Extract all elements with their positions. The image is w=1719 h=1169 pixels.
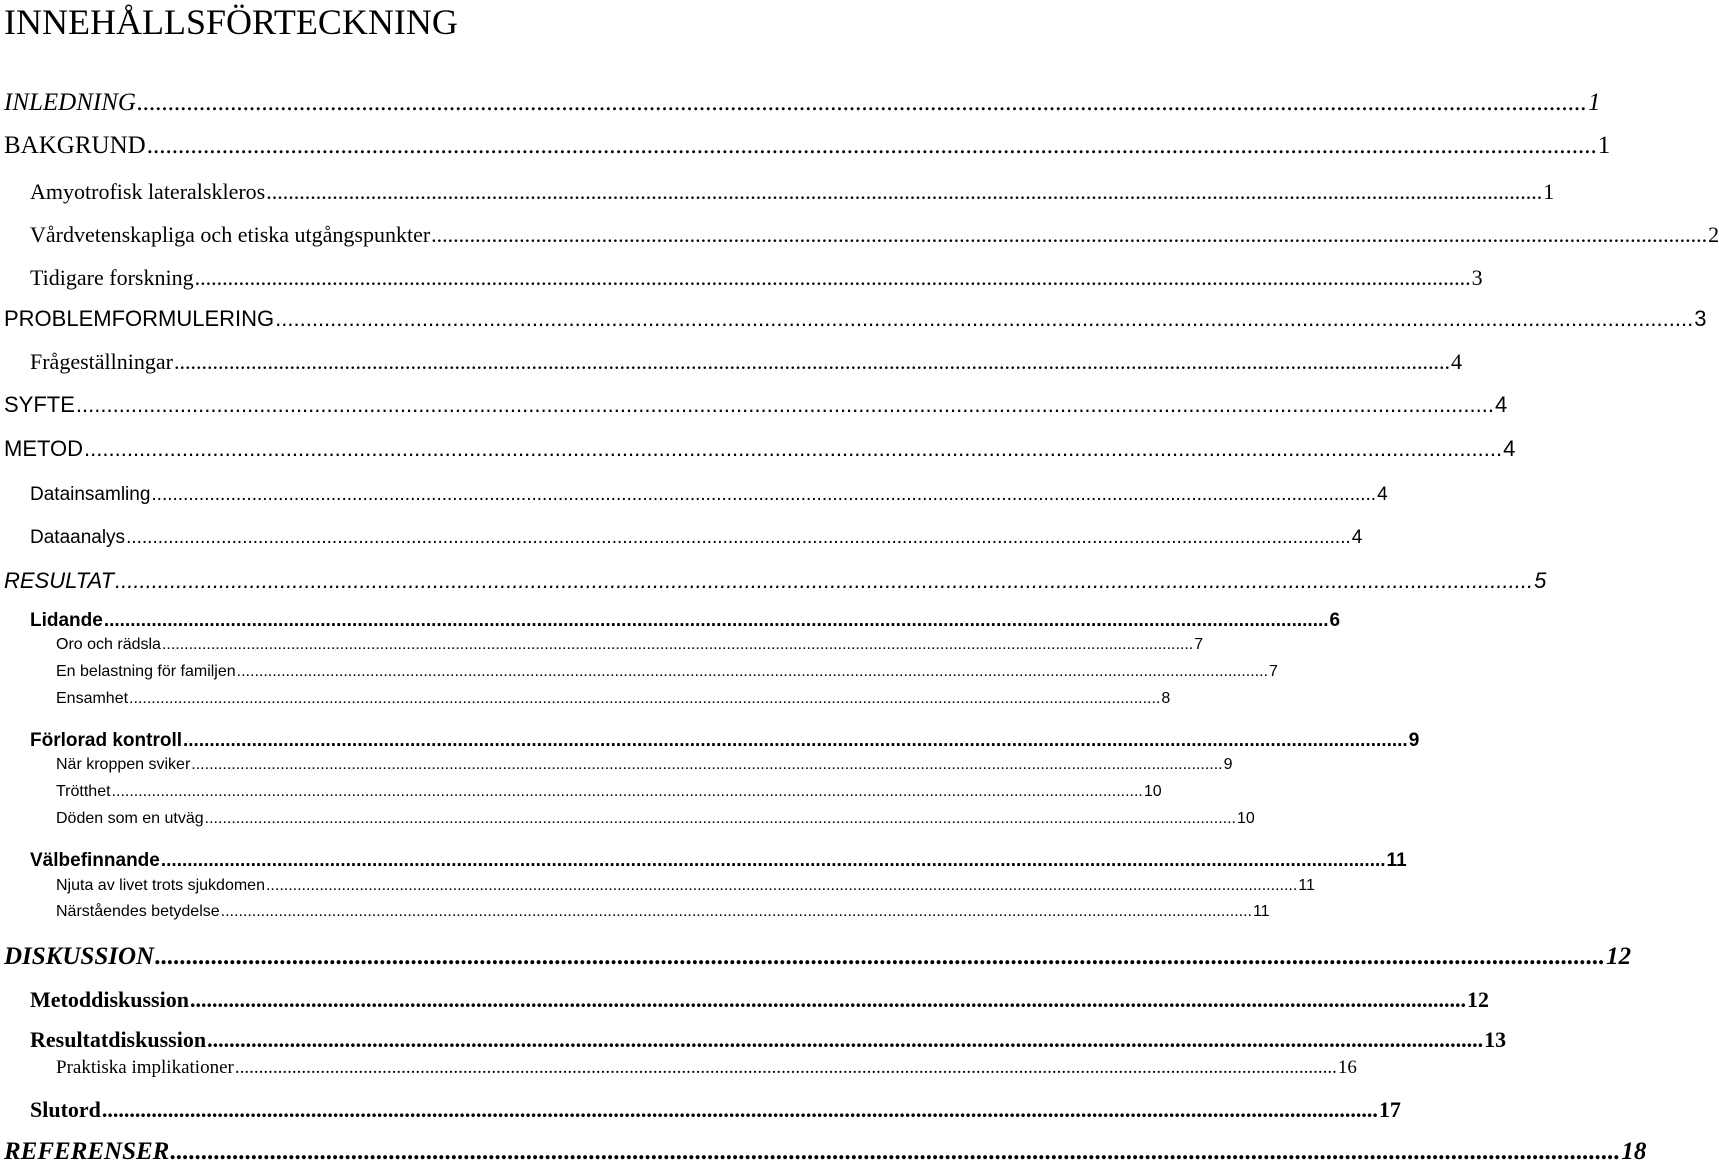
toc-dot-leader: ........................................................................................................................................................................................................................................ [126,527,1351,548]
toc-entry[interactable] [4,388,1508,422]
toc-entry[interactable] [56,633,1204,657]
toc-entry[interactable] [30,177,1555,207]
toc-entry-label: Amyotrofisk lateralskleros [30,179,266,204]
toc-entry-page-number: 1 [1587,89,1601,116]
toc-entry-label: Vårdvetenskapliga och etiska utgångspunkter [30,222,431,247]
toc-entry-page-number: 1 [1597,132,1611,159]
toc-entry-label: Förlorad kontroll [30,730,182,751]
toc-dot-leader: ........................................................................................................................................................................................................................................ [103,610,1329,631]
toc-entry-label: Tidigare forskning [30,265,194,290]
toc-entry-page-number: 9 [1408,730,1420,751]
toc-entry-label: Resultatdiskussion [30,1027,207,1052]
toc-dot-leader: ........................................................................................................................................................................................................................................ [151,484,1377,505]
toc-entry[interactable] [30,985,1489,1015]
toc-entry-page-number: 5 [1534,568,1547,593]
toc-dot-leader: ........................................................................................................................................................................................................................................ [173,349,1450,374]
toc-entry[interactable] [30,606,1341,636]
toc-entry-page-number: 7 [1194,636,1204,653]
toc-dot-leader: ........................................................................................................................................................................................................................................ [266,179,1543,204]
toc-dot-leader: ........................................................................................................................................................................................................................................ [146,132,1597,159]
toc-dot-leader: ........................................................................................................................................................................................................................................ [204,810,1236,827]
toc-entry-page-number: 11 [1386,850,1407,871]
toc-entry-page-number: 7 [1268,663,1278,680]
toc-entry[interactable] [4,432,1516,466]
toc-entry[interactable] [30,726,1420,756]
toc-entry[interactable] [30,347,1462,377]
toc-dot-leader: ........................................................................................................................................................................................................................................ [236,663,1268,680]
toc-dot-leader: ........................................................................................................................................................................................................................................ [275,306,1694,331]
toc-entry-page-number: 4 [1503,436,1516,461]
toc-entry[interactable] [30,220,1719,250]
toc-entry-label: BAKGRUND [4,132,146,159]
toc-dot-leader: ........................................................................................................................................................................................................................................ [194,265,1471,290]
toc-entry-page-number: 12 [1466,987,1489,1012]
toc-entry-page-number: 1 [1543,179,1555,204]
toc-entry-label: Praktiska implikationer [56,1057,234,1078]
toc-entry-label: Trötthet [56,783,111,800]
toc-entry-label: Lidande [30,610,103,631]
toc-entry-page-number: 4 [1450,349,1462,374]
toc-entry[interactable] [56,687,1171,711]
toc-entry-page-number: 9 [1223,756,1233,773]
toc-entry[interactable] [30,523,1363,553]
toc-dot-leader: ........................................................................................................................................................................................................................................ [101,1097,1378,1122]
toc-dot-leader: ........................................................................................................................................................................................................................................ [161,636,1194,653]
toc-entry-label: METOD [4,436,84,461]
toc-entry[interactable] [56,660,1278,684]
toc-entry[interactable] [4,129,1611,163]
toc-entry-label: Metoddiskussion [30,987,189,1012]
toc-entry-page-number: 18 [1621,1138,1647,1165]
toc-entry-label: Slutord [30,1097,101,1122]
toc-entry-page-number: 8 [1161,690,1171,707]
toc-dot-leader: ........................................................................................................................................................................................................................................ [136,89,1587,116]
toc-entry[interactable] [4,940,1632,974]
toc-entry[interactable] [30,1095,1401,1125]
toc-entry-page-number: 11 [1298,877,1315,894]
toc-entry[interactable] [30,263,1483,293]
toc-dot-leader: ........................................................................................................................................................................................................................................ [234,1057,1337,1078]
toc-entry-page-number: 6 [1329,610,1341,631]
toc-entry-label: Datainsamling [30,484,151,505]
toc-dot-leader: ........................................................................................................................................................................................................................................ [191,756,1223,773]
toc-entry-label: RESULTAT [4,568,115,593]
toc-entry-label: En belastning för familjen [56,663,236,680]
toc-dot-leader: ........................................................................................................................................................................................................................................ [265,877,1298,894]
toc-entry-label: Ensamhet [56,690,129,707]
toc-entry-page-number: 3 [1694,306,1707,331]
toc-entry-page-number: 12 [1606,943,1632,970]
toc-dot-leader: ........................................................................................................................................................................................................................................ [170,1138,1621,1165]
toc-dot-leader: ........................................................................................................................................................................................................................................ [115,568,1534,593]
toc-entry-label: REFERENSER [4,1138,170,1165]
toc-entry[interactable] [56,874,1315,898]
toc-entry-label: Oro och rädsla [56,636,161,653]
toc-entry-page-number: 4 [1494,392,1508,417]
toc-dot-leader: ........................................................................................................................................................................................................................................ [183,730,1408,751]
toc-entry[interactable] [30,846,1407,876]
toc-entry-label: PROBLEMFORMULERING [4,306,275,331]
toc-entry-page-number: 11 [1252,903,1270,920]
toc-entry[interactable] [30,1025,1507,1055]
toc-entry-page-number: 4 [1351,527,1363,548]
toc-dot-leader: ........................................................................................................................................................................................................................................ [431,222,1708,247]
toc-entry-page-number: 13 [1484,1027,1507,1052]
toc-entry[interactable] [56,780,1162,804]
toc-entry[interactable] [4,302,1707,336]
toc-entry-page-number: 2 [1708,222,1719,247]
toc-entry-page-number: 4 [1377,484,1388,505]
toc-dot-leader: ........................................................................................................................................................................................................................................ [160,850,1386,871]
toc-entry-page-number: 10 [1143,783,1162,800]
toc-entry-label: Frågeställningar [30,349,173,374]
toc-dot-leader: ........................................................................................................................................................................................................................................ [155,943,1606,970]
toc-entry-label: Njuta av livet trots sjukdomen [56,877,265,894]
toc-entry-page-number: 10 [1236,810,1255,827]
toc-entry-label: Välbefinnande [30,850,160,871]
toc-entry-label: Dataanalys [30,527,126,548]
toc-entry[interactable] [56,807,1255,831]
toc-dot-leader: ........................................................................................................................................................................................................................................ [207,1027,1484,1052]
toc-entry[interactable] [56,753,1233,777]
toc-entry[interactable] [56,900,1270,924]
toc-dot-leader: ........................................................................................................................................................................................................................................ [84,436,1503,461]
toc-entry-label: INLEDNING [4,89,136,116]
toc-entry[interactable] [4,86,1601,120]
page-title: INNEHÅLLSFÖRTECKNING [4,2,458,42]
toc-entry[interactable] [4,1135,1647,1169]
toc-entry-page-number: 17 [1378,1097,1401,1122]
toc-dot-leader: ........................................................................................................................................................................................................................................ [129,690,1161,707]
toc-entry-label: När kroppen sviker [56,756,191,773]
toc-entry[interactable] [30,480,1388,510]
toc-dot-leader: ........................................................................................................................................................................................................................................ [189,987,1466,1012]
toc-entry-label: SYFTE [4,392,75,417]
toc-entry-label: Närståendes betydelse [56,903,220,920]
toc-entry-label: Döden som en utväg [56,810,204,827]
toc-dot-leader: ........................................................................................................................................................................................................................................ [75,392,1494,417]
toc-entry[interactable] [56,1056,1357,1080]
toc-entry-label: DISKUSSION [4,943,155,970]
toc-entry-page-number: 16 [1337,1057,1357,1078]
toc-dot-leader: ........................................................................................................................................................................................................................................ [220,903,1252,920]
toc-dot-leader: ........................................................................................................................................................................................................................................ [111,783,1143,800]
toc-entry-page-number: 3 [1471,265,1483,290]
toc-entry[interactable] [4,564,1547,598]
